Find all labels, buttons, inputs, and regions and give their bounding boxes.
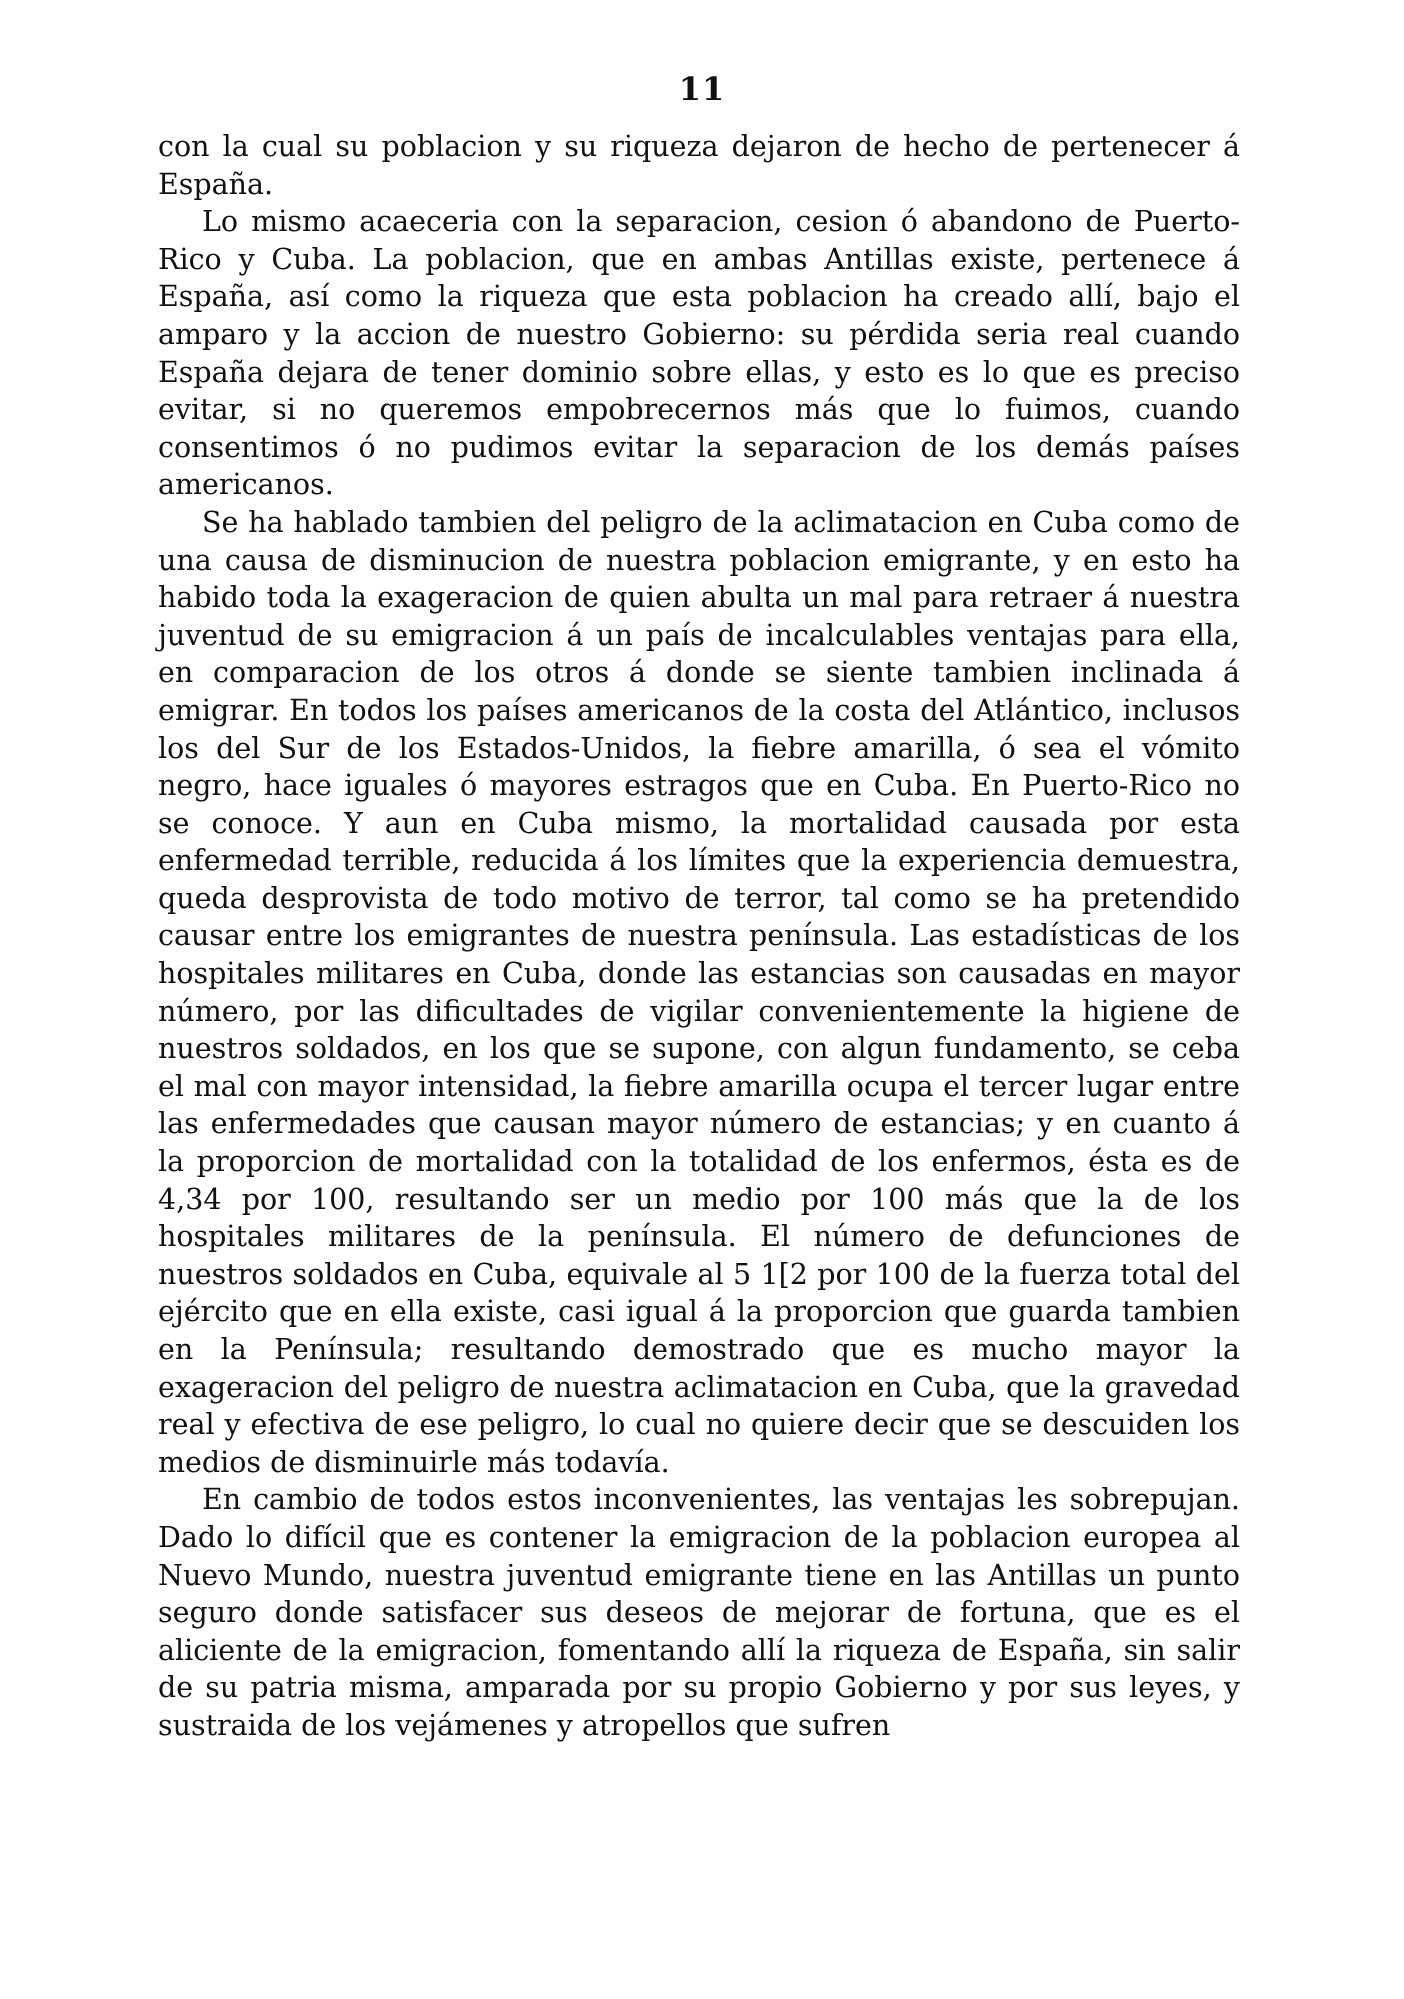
body-text (158, 128, 1240, 1745)
paragraph-continuation: con la cual su poblacion y su riqueza dejaron de hecho de pertenecer á España. (158, 130, 1240, 201)
paragraph-advantages: En cambio de todos estos inconvenientes, las ventajas les sobrepujan. Dado lo difícil que es contener la emigracion de la poblacion europea al Nuevo Mundo, nuestra juventud emigrante tiene en las Antillas un punto seguro donde satisfacer sus deseos de mejorar de fortuna, que es el aliciente de la emigracion, fomentando allí la riqueza de España, sin salir de su patria misma, amparada por su propio Gobierno y por sus leyes, y sustraida de los vejámenes y atropellos que sufren (158, 1483, 1240, 1742)
paragraph-acclimatization-danger: Se ha hablado tambien del peligro de la aclimatacion en Cuba como de una causa de disminucion de nuestra poblacion emigrante, y en esto ha habido toda la exageracion de quien abulta un mal para retraer á nuestra juventud de su emigracion á un país de incalculables ventajas para ella, en comparacion de los otros á donde se siente tambien inclinada á emigrar. En todos los países americanos de la costa del Atlántico, inclusos los del Sur de los Estados-Unidos, la fiebre amarilla, ó sea el vómito negro, hace iguales ó mayores estragos que en Cuba. En Puerto-Rico no se conoce. Y aun en Cuba mismo, la mortalidad causada por esta enfermedad terrible, reducida á los límites que la experiencia demuestra, queda desprovista de todo motivo de terror, tal como se ha pretendido causar entre los emigrantes de nuestra península. Las estadísticas de los hospitales militares en Cuba, donde las estancias son causadas en mayor número, por las dificultades de vigilar convenientemente la higiene de nuestros soldados, en los que se supone, con algun fundamento, se ceba el mal con mayor intensidad, la fiebre amarilla ocupa el tercer lugar entre las enfermedades que causan mayor número de estancias; y en cuanto á la proporcion de mortalidad con la totalidad de los enfermos, ésta es de 4,34 por 100, resultando ser un medio por 100 más que la de los hospitales militares de la península. El número de defunciones de nuestros soldados en Cuba, equivale al 5 1[2 por 100 de la fuerza total del ejército que en ella existe, casi igual á la proporcion que guarda tambien en la Península; resultando demostrado que es mucho mayor la exageracion del peligro de nuestra aclimatacion en Cuba, que la gravedad real y efectiva de ese peligro, lo cual no quiere decir que se descuiden los medios de disminuirle más todavía. (158, 505, 1240, 1479)
paragraph-separation-puerto-rico-cuba: Lo mismo acaeceria con la separacion, cesion ó abandono de Puerto-Rico y Cuba. La poblacion, que en ambas Antillas existe, pertenece á España, así como la riqueza que esta poblacion ha creado allí, bajo el amparo y la accion de nuestro Gobierno: su pérdida seria real cuando España dejara de tener dominio sobre ellas, y esto es lo que es preciso evitar, si no queremos empobrecernos más que lo fuimos, cuando consentimos ó no pudimos evitar la separacion de los demás países americanos. (158, 205, 1240, 502)
page-number: 11 (678, 70, 726, 108)
